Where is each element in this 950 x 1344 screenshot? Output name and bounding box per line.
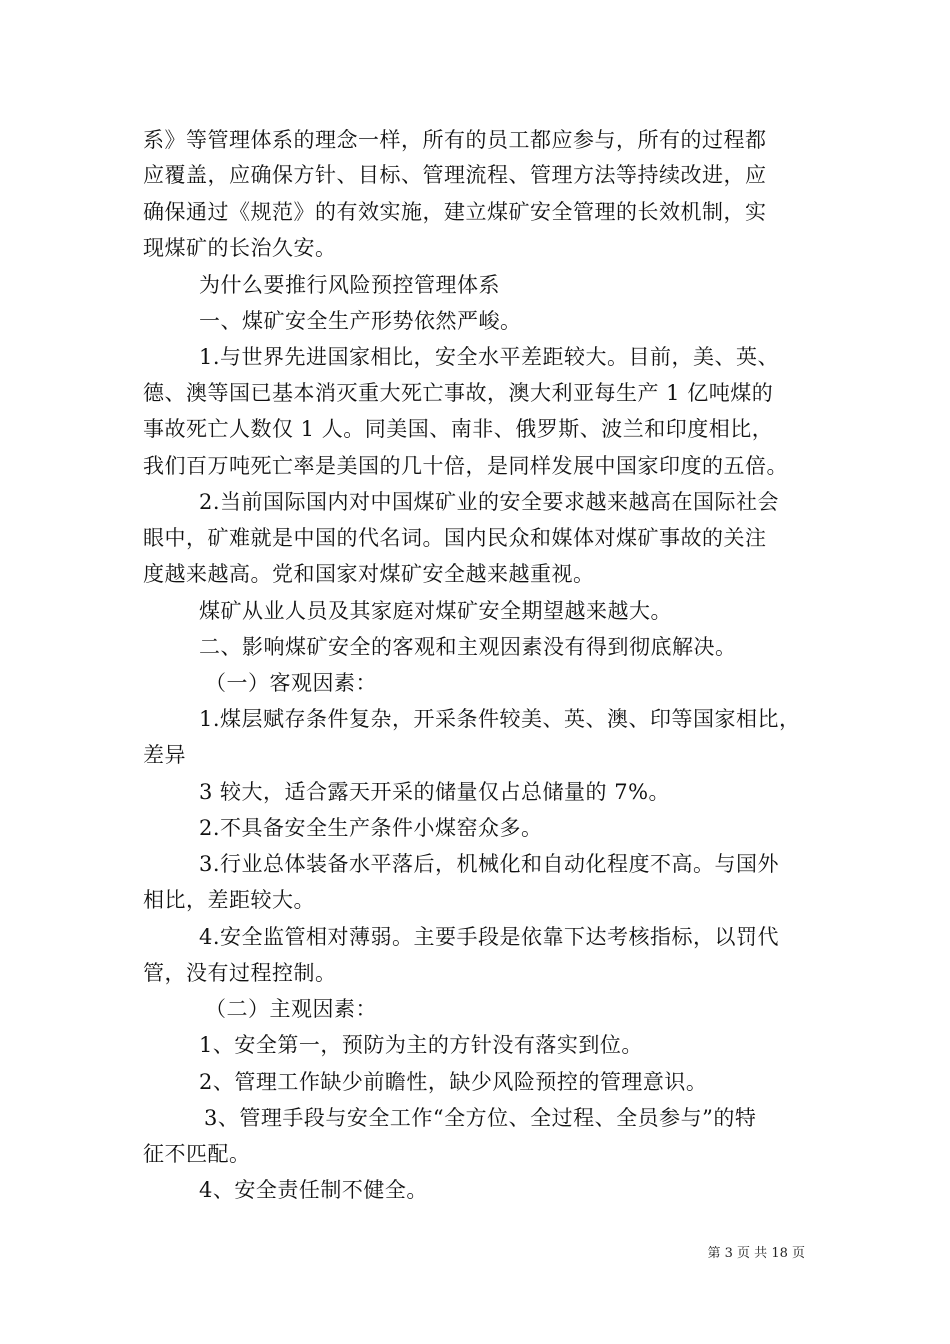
body-line: 度越来越高。党和国家对煤矿安全越来越重视。: [143, 562, 595, 586]
body-line: 3 较大，适合露天开采的储量仅占总储量的 7%。: [199, 780, 671, 804]
body-line: 1.与世界先进国家相比，安全水平差距较大。目前，美、英、: [199, 345, 780, 369]
page-number: 第 3 页 共 18 页: [707, 1246, 805, 1261]
body-line: 现煤矿的长治久安。: [143, 236, 337, 260]
body-line: 系》等管理体系的理念一样，所有的员工都应参与，所有的过程都: [143, 128, 767, 152]
body-line: 3.行业总体装备水平落后，机械化和自动化程度不高。与国外: [199, 852, 780, 876]
body-line: 相比，差距较大。: [143, 888, 315, 912]
body-line: 4.安全监管相对薄弱。主要手段是依靠下达考核指标，以罚代: [199, 925, 780, 949]
body-line: 3、管理手段与安全工作“全方位、全过程、全员参与”的特: [204, 1106, 757, 1130]
subsection-heading: （一）客观因素：: [205, 671, 377, 695]
body-line: 管，没有过程控制。: [143, 961, 337, 985]
body-line: 我们百万吨死亡率是美国的几十倍，是同样发展中国家印度的五倍。: [143, 454, 788, 478]
subsection-heading: （二）主观因素：: [205, 997, 377, 1021]
body-line: 2.当前国际国内对中国煤矿业的安全要求越来越高在国际社会: [199, 490, 780, 514]
body-line: 眼中，矿难就是中国的代名词。国内民众和媒体对煤矿事故的关注: [143, 526, 767, 550]
body-line: 确保通过《规范》的有效实施，建立煤矿安全管理的长效机制，实: [143, 200, 767, 224]
body-line: 征不匹配。: [143, 1142, 251, 1166]
body-line: 1、安全第一，预防为主的方针没有落实到位。: [199, 1033, 643, 1057]
section-heading: 为什么要推行风险预控管理体系: [199, 273, 500, 297]
body-line: 德、澳等国已基本消灭重大死亡事故，澳大利亚每生产 1 亿吨煤的: [143, 381, 774, 405]
body-line: 4、安全责任制不健全。: [199, 1178, 428, 1202]
body-line: 2.不具备安全生产条件小煤窑众多。: [199, 816, 543, 840]
body-line: 2、管理工作缺少前瞻性，缺少风险预控的管理意识。: [199, 1070, 708, 1094]
section-heading: 一、煤矿安全生产形势依然严峻。: [199, 309, 522, 333]
body-line: 应覆盖，应确保方针、目标、管理流程、管理方法等持续改进，应: [143, 163, 767, 187]
body-line: 差异: [143, 743, 186, 767]
body-line: 事故死亡人数仅 1 人。同美国、南非、俄罗斯、波兰和印度相比，: [143, 417, 774, 441]
section-heading: 二、影响煤矿安全的客观和主观因素没有得到彻底解决。: [199, 635, 737, 659]
body-line: 煤矿从业人员及其家庭对煤矿安全期望越来越大。: [199, 599, 672, 623]
body-line: 1.煤层赋存条件复杂，开采条件较美、英、澳、印等国家相比，: [199, 707, 801, 731]
